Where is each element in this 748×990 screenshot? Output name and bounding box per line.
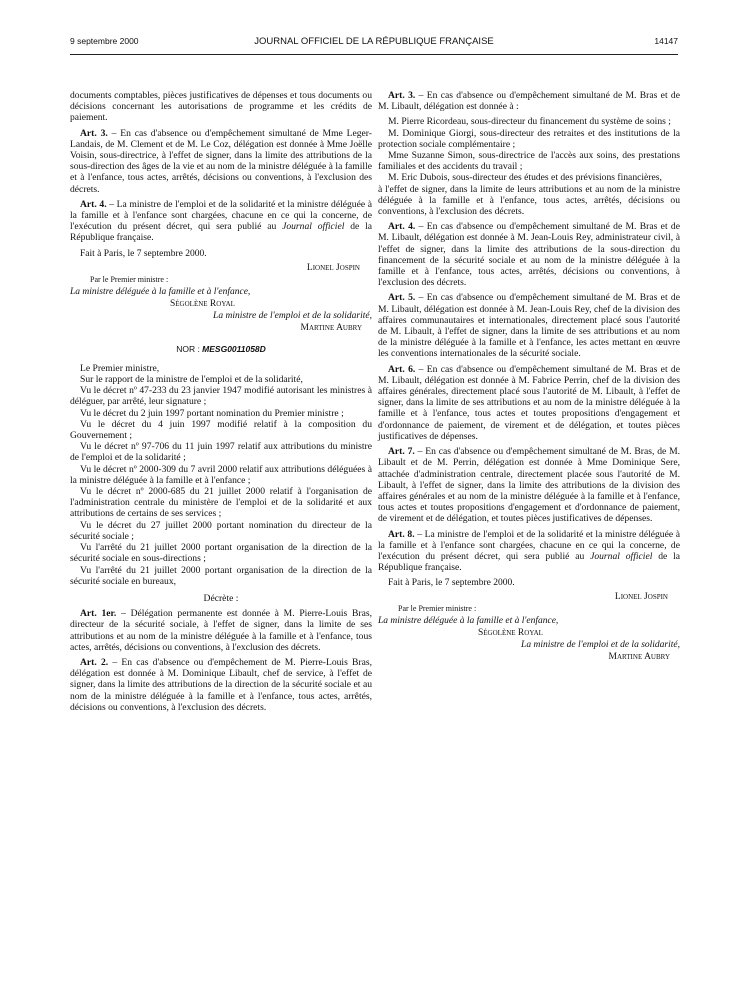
article-4: Art. 4. – La ministre de l'emploi et de la solidarité et la ministre déléguée à la famille et à l'enfance sont chargées, chacune en ce qui la concerne, de l'exécution du présent décret, qui sera publié au Journal officiel de la République française. — [70, 198, 372, 244]
par-le-premier-ministre: Par le Premier ministre : — [90, 274, 169, 284]
signatory-emploi: Martine Aubry — [300, 322, 362, 333]
signatory-famille: Ségolène Royal — [478, 628, 543, 639]
article-label: Art. 8. — [388, 528, 415, 540]
right-column — [378, 90, 680, 663]
article-label: Art. 4. — [80, 198, 107, 210]
article-3: Art. 3. – En cas d'absence ou d'empêchement simultané de Mme Leger-Landais, de M. Clement et de M. Le Coz, délégation est donnée à Mme Joëlle Voisin, sous-directrice, à l'effet de signer, dans la limite des attributions de la sous-direction des âges de la vie et au nom de la ministre déléguée à la famille et à l'enfance, tous actes, arrêtés, décisions ou conventions, à l'exclusion des décrets. — [70, 127, 373, 195]
left-column — [70, 90, 372, 717]
paragraph-continuation: documents comptables, pièces justificatives de dépenses et tous documents ou décisions concernant les autorisations de programme et les crédits de paiement. — [70, 90, 372, 124]
article-4: Art. 4. – En cas d'absence ou d'empêchement simultané de M. Bras et de M. Libault, délégation est donnée à M. Jean-Louis Rey, administrateur civil, à l'effet de signer, dans la limite des attributions de la sous-direction du financement de la sécurité sociale et au nom de la ministre déléguée à la famille et à l'enfance, tous actes, arrêtés, décisions ou conventions, à l'exclusion des décrets. — [378, 221, 680, 289]
delegate-item: M. Pierre Ricordeau, sous-directeur du financement du système de soins ; — [388, 116, 671, 128]
visa: Vu le décret nº 47-233 du 23 janvier 1947 modifié autorisant les ministres à déléguer, par arrêté, leur signature ; — [70, 385, 372, 408]
article-label: Art. 5. — [388, 292, 416, 304]
article-label: Art. 1er. — [80, 608, 117, 620]
signature-block — [70, 248, 372, 334]
header-rule — [70, 54, 678, 55]
article-label: Art. 3. — [388, 90, 416, 101]
delegate-scope: à l'effet de signer, dans la limite de leurs attributions et au nom de la ministre déléguée à la famille et à l'enfance, tous actes, arrêtés, décisions ou conventions, à l'exclusion des décrets. — [378, 183, 680, 218]
role-emploi: La ministre de l'emploi et de la solidarité, — [213, 310, 372, 321]
header-page-number: 14147 — [654, 36, 678, 46]
page-header — [70, 36, 678, 50]
premier-ministre: Le Premier ministre, — [80, 362, 160, 374]
done-at: Fait à Paris, le 7 septembre 2000. — [388, 578, 515, 589]
signature-block — [378, 577, 680, 663]
nor-reference: NOR : MESG0011058D — [176, 343, 266, 354]
delegate-item: M. Dominique Giorgi, sous-directeur des retraites et des institutions de la protection sociale complémentaire ; — [378, 127, 680, 150]
visa: Vu l'arrêté du 21 juillet 2000 portant organisation de la direction de la sécurité sociale en bureaux, — [70, 564, 372, 587]
article-label: Art. 3. — [80, 127, 108, 139]
article-label: Art. 6. — [388, 363, 416, 375]
article-6: Art. 6. – En cas d'absence ou d'empêchement simultané de M. Bras et de M. Libault, délégation est donnée à M. Fabrice Perrin, chef de la division des affaires générales, directement placé sous l'autorité de M. Libault, à l'effet de signer, dans la limite de ses attributions et au nom de la ministre déléguée à la famille et à l'enfance, tous actes et toutes propositions d'engagement et d'ordonnance de paiement, de virement et de délégation, et toutes pièces justificatives de dépenses. — [378, 363, 680, 442]
done-at: Fait à Paris, le 7 septembre 2000. — [80, 248, 207, 259]
delegate-item: M. Eric Dubois, sous-directeur des études et des prévisions financières, — [388, 172, 662, 184]
visa: Vu le décret du 27 juillet 2000 portant nomination du directeur de la sécurité sociale ; — [70, 519, 372, 542]
header-date: 9 septembre 2000 — [70, 36, 139, 46]
article-2: Art. 2. – En cas d'absence ou d'empêchement de M. Pierre-Louis Bras, délégation est donnée à M. Dominique Libault, chef de service, à l'effet de signer, dans la limite des attributions de la direction de la sécurité sociale et au nom de la ministre déléguée à la famille et à l'enfance, tous actes, arrêtés, décisions ou conventions, à l'exclusion des décrets. — [70, 656, 372, 713]
signatory-pm: Lionel Jospin — [306, 262, 360, 273]
article-label: Art. 7. — [388, 446, 415, 458]
signatory-pm: Lionel Jospin — [614, 592, 668, 603]
decrete: Décrète : — [203, 592, 239, 604]
par-le-premier-ministre: Par le Premier ministre : — [398, 604, 477, 614]
header-title: JOURNAL OFFICIEL DE LA RÉPUBLIQUE FRANÇAISE — [254, 36, 494, 47]
role-emploi: La ministre de l'emploi et de la solidarité, — [521, 640, 680, 651]
signatory-famille: Ségolène Royal — [170, 298, 235, 309]
role-famille: La ministre déléguée à la famille et à l'enfance, — [378, 616, 559, 627]
article-3: Art. 3. – En cas d'absence ou d'empêchement simultané de M. Bras et de M. Libault, délégation est donnée à : — [378, 90, 680, 113]
article-5: Art. 5. – En cas d'absence ou d'empêchement simultané de M. Bras et de M. Libault, délégation est donnée à M. Jean-Louis Rey, chef de la division des affaires communautaires et internationales, directement placé sous l'autorité de M. Libault, à l'effet de signer, dans la limite de ses attributions et au nom de la ministre déléguée à la famille et à l'enfance, les actes mettant en œuvre les conventions internationales de la sécurité sociale. — [378, 292, 680, 360]
delegate-item: Mme Suzanne Simon, sous-directrice de l'accès aux soins, des prestations familiales et des accidents du travail ; — [378, 150, 680, 173]
role-famille: La ministre déléguée à la famille et à l'enfance, — [70, 286, 251, 297]
visa: Vu le décret nº 2000-685 du 21 juillet 2000 relatif à l'organisation de l'administration centrale du ministère de l'emploi et de la solidarité et aux attributions de certains de ses services ; — [70, 486, 372, 520]
article-8: Art. 8. – La ministre de l'emploi et de la solidarité et la ministre déléguée à la famille et à l'enfance sont chargées, chacune en ce qui la concerne, de l'exécution du présent décret, qui sera publié au Journal officiel de la République française. — [378, 528, 680, 574]
article-label: Art. 2. — [80, 656, 109, 668]
rapport: Sur le rapport de la ministre de l'emploi et de la solidarité, — [80, 374, 303, 386]
visa: Vu l'arrêté du 21 juillet 2000 portant organisation de la direction de la sécurité sociale en sous-directions ; — [70, 542, 372, 565]
visa: Vu le décret du 4 juin 1997 modifié relatif à la composition du Gouvernement ; — [70, 418, 372, 442]
article-7: Art. 7. – En cas d'absence ou d'empêchement simultané de M. Bras, de M. Libault et de M. Perrin, délégation est donnée à Mme Dominique Sere, attachée d'administration centrale, directement placée sous l'autorité de M. Libault, à l'effet de signer, dans la limite des attributions de la division des affaires générales et au nom de la ministre déléguée à la famille et à l'enfance, tous actes et toutes propositions d'engagement et d'ordonnance de paiement, de virement et de délégation, et toutes pièces justificatives de dépenses. — [378, 446, 681, 525]
article-label: Art. 4. — [388, 221, 416, 233]
signatory-emploi: Martine Aubry — [608, 652, 670, 663]
visa: Vu le décret nº 2000-309 du 7 avril 2000 relatif aux attributions déléguées à la ministre déléguée à la famille et à l'enfance ; — [70, 463, 372, 486]
visa: Vu le décret nº 97-706 du 11 juin 1997 relatif aux attributions du ministre de l'emploi et de la solidarité ; — [70, 441, 372, 464]
visa: Vu le décret du 2 juin 1997 portant nomination du Premier ministre ; — [80, 407, 344, 419]
article-1: Art. 1er. – Délégation permanente est donnée à M. Pierre-Louis Bras, directeur de la sécurité sociale, à l'effet de signer, dans la limite de ses attributions et au nom de la ministre déléguée à la famille et à l'enfance, tous actes, arrêtés, décisions ou conventions, à l'exclusion des décrets. — [70, 608, 372, 653]
